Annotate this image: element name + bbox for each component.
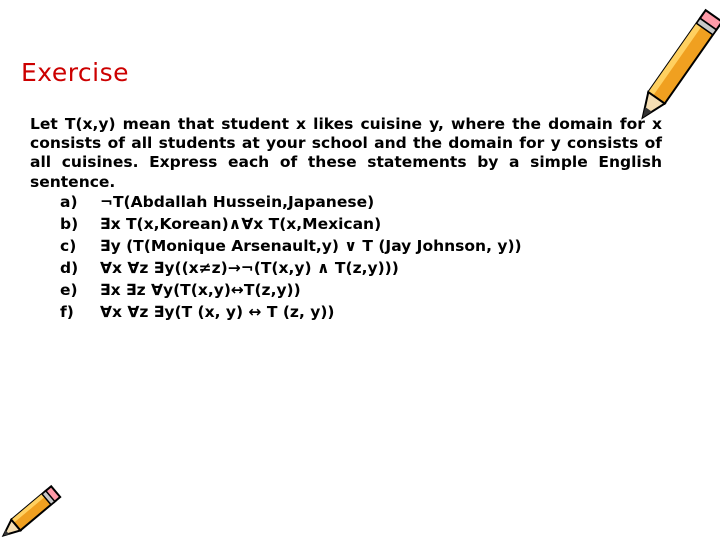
- item-letter: a): [60, 192, 78, 211]
- item-letter: f): [60, 302, 74, 321]
- item-expression: ∀x ∀z ∃y(T (x, y) ↔ T (z, y)): [100, 302, 335, 321]
- item-letter: c): [60, 236, 77, 255]
- exercise-intro: Let T(x,y) mean that student x likes cuisine y, where the domain for x consists of all students at your school and the domain for y consists of all cuisines. Express each of these statements by a simple English sentence.: [30, 115, 662, 191]
- list-item: [30, 193, 662, 215]
- slide-body: [30, 115, 662, 325]
- item-letter: d): [60, 258, 79, 277]
- item-letter: b): [60, 214, 79, 233]
- list-item: [30, 281, 662, 303]
- exercise-list: [30, 193, 662, 325]
- item-letter: e): [60, 280, 78, 299]
- item-expression: ∃x ∃z ∀y(T(x,y)↔T(z,y)): [100, 280, 301, 299]
- item-expression: ∃y (T(Monique Arsenault,y) ∨ T (Jay Johnson, y)): [100, 236, 522, 255]
- pencil-icon: [632, 0, 720, 144]
- slide-title: Exercise: [21, 58, 130, 87]
- pencil-icon: [0, 478, 70, 544]
- list-item: [30, 215, 662, 237]
- item-expression: ¬T(Abdallah Hussein,Japanese): [100, 192, 375, 211]
- list-item: [30, 237, 662, 259]
- item-expression: ∀x ∀z ∃y((x≠z)→¬(T(x,y) ∧ T(z,y))): [100, 258, 399, 277]
- item-expression: ∃x T(x,Korean)∧∀x T(x,Mexican): [100, 214, 382, 233]
- list-item: [30, 259, 662, 281]
- list-item: [30, 303, 662, 325]
